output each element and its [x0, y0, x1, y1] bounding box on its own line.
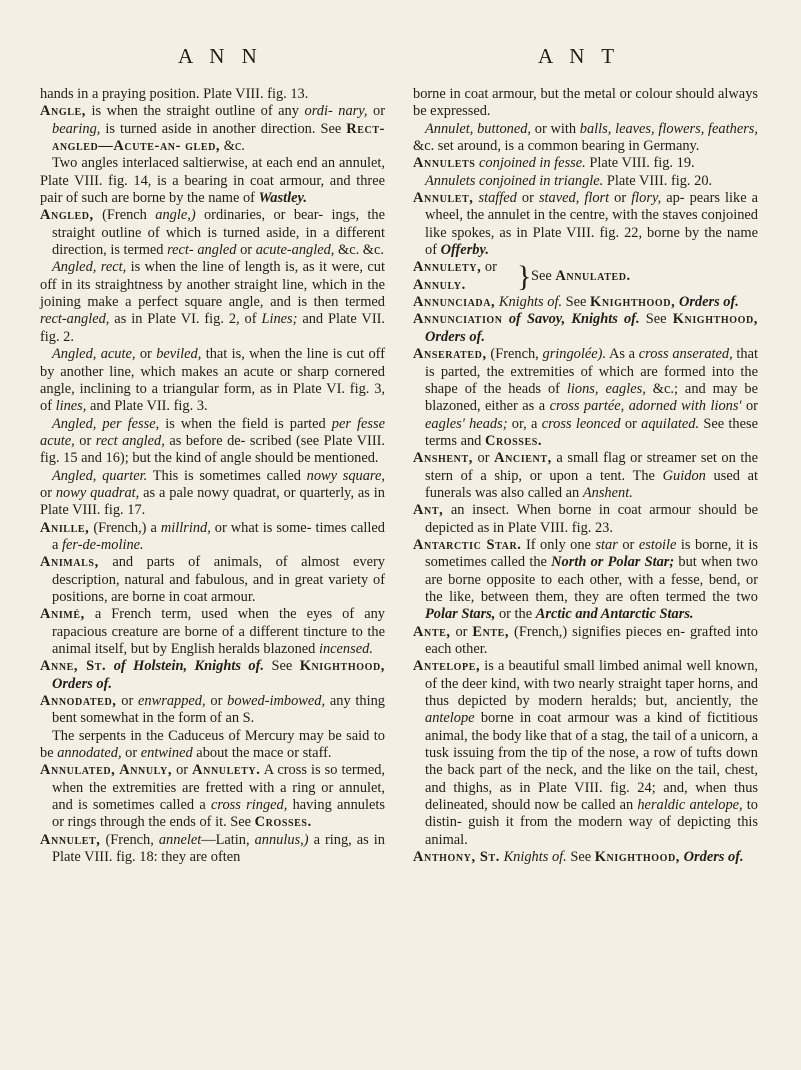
emphasis-text: angle,) — [155, 207, 196, 224]
entry-anthony-st — [413, 849, 758, 866]
emphasis-text: cross leonced — [541, 415, 621, 432]
entry-anserated — [413, 346, 758, 450]
body-text: or — [609, 190, 632, 207]
emphasis-text: flory, — [631, 190, 662, 207]
entry-angled-rect — [40, 259, 385, 346]
body-text: hands in a praying position. Plate VIII. fig. 13. — [40, 86, 309, 102]
headword: Knighthood, — [299, 658, 385, 675]
headword: Angled, — [40, 207, 94, 224]
emphasis-text: Offerby. — [440, 242, 489, 259]
emphasis-text: conjoined in fesse. — [479, 155, 586, 172]
body-text: that is parted, the extremities of which are formed into the shape of the heads of — [425, 346, 758, 397]
entry-annulated — [40, 762, 385, 831]
body-text: or the — [495, 606, 536, 623]
body-text: and parts of animals, of almost every description, natural and fabulous, and in great variety of positions, are borne in coat armour. — [52, 554, 385, 605]
body-text: See — [639, 311, 673, 328]
body-text: This is sometimes called — [147, 467, 307, 484]
body-text: is turned aside in another direction. See — [100, 120, 347, 137]
body-text: See — [264, 658, 300, 675]
body-text: an insect. When borne in coat armour should be depicted as in Plate VIII. fig. 23. — [425, 502, 758, 536]
body-text: or — [172, 762, 193, 779]
entry-animals — [40, 554, 385, 606]
body-text: as in Plate VI. fig. 2, of — [109, 311, 262, 328]
headword: Annulety. — [192, 762, 261, 779]
body-text: Plate VIII. fig. 19. — [585, 155, 695, 172]
emphasis-text: star — [595, 536, 618, 553]
body-text: borne in coat armour was a kind of fictitious animal, the body like that of a stag, the tail of a unicorn, a tusk issuing from the tip of the nose, a row of tufts down the back part of the neck, and the like on the tail, chest, and thighs, as in Plate VIII. fig. 24; and, when thus delineated, should now be called an — [425, 710, 758, 814]
emphasis-text: antelope — [425, 710, 475, 727]
headword: Ente, — [472, 623, 510, 640]
body-text: or — [472, 450, 495, 467]
headword: Crosses. — [254, 814, 312, 831]
entry-anille — [40, 520, 385, 555]
emphasis-text: lines, — [55, 398, 87, 415]
body-text: See — [562, 294, 591, 311]
emphasis-text: heraldic antelope, — [637, 797, 743, 814]
entry-antarctic-star — [413, 537, 758, 624]
emphasis-text: acute-angled, — [255, 242, 335, 259]
emphasis-text: fer-de-moline. — [62, 536, 144, 553]
body-text: or with — [531, 120, 580, 137]
emphasis-text: bearing, — [52, 120, 101, 137]
emphasis-text: Angled, acute, — [52, 346, 136, 363]
emphasis-text: ordi- nary, — [304, 103, 368, 120]
body-text: that is, when the line is cut off by another line, which makes an acute or sharp cornered angle, inclining to a triangular form, as in Plate VI. fig. 3, of — [40, 346, 385, 415]
body-text: (French,) signifies pieces en- grafted into each other. — [425, 623, 758, 657]
body-text: or — [121, 745, 141, 762]
entry-angled-acute — [40, 346, 385, 415]
emphasis-text: cross partée, adorned with lions' — [549, 398, 742, 415]
emphasis-text: Orders of. — [683, 849, 744, 866]
entry-annulet-buttoned — [413, 121, 758, 156]
left-column — [40, 86, 385, 866]
emphasis-text: Knights of. — [498, 294, 563, 311]
body-text: —Latin, — [201, 831, 255, 848]
emphasis-text: Polar Stars, — [425, 606, 496, 623]
body-text: Two angles interlaced saltierwise, at each end an annulet, Plate VIII. fig. 14, is a bearing in coat armour, and three pair of such are borne by the name of — [40, 155, 385, 207]
body-text: &c. — [220, 138, 245, 155]
headword: Annuly. — [413, 276, 466, 293]
emphasis-text: Knights of. — [503, 849, 567, 866]
body-text: See — [566, 849, 595, 866]
headword: Annulety, — [413, 259, 482, 276]
body-text: If only one — [521, 536, 596, 553]
headword: Antelope, — [413, 658, 481, 675]
body-text: The serpents in the Caduceus of Mercury may be said to be — [40, 727, 385, 762]
headword: Anthony, St. — [413, 849, 500, 866]
body-text: any thing bent somewhat in the form of an S. — [52, 693, 385, 727]
entry-annulet-staffed — [413, 190, 758, 259]
headword: Animals, — [40, 554, 99, 571]
headword: Annulets — [413, 155, 476, 172]
body-text: having annulets or rings through the ends of it. See — [52, 797, 385, 831]
body-text: (French, — [486, 346, 543, 363]
emphasis-text: Annulet, buttoned, — [425, 120, 532, 137]
entry-angled — [40, 207, 385, 259]
body-text: or — [620, 415, 642, 432]
body-text: (French,) a — [89, 519, 161, 536]
entry-angle-detail — [40, 155, 385, 207]
headword: Knighthood, — [590, 294, 676, 311]
entry-anime — [40, 606, 385, 658]
entry-angle — [40, 103, 385, 155]
body-text: or — [135, 346, 157, 363]
entry-anne-st — [40, 658, 385, 693]
emphasis-text: beviled, — [156, 346, 202, 363]
emphasis-text: annodated, — [57, 745, 122, 762]
emphasis-text: Arctic and Antarctic Stars. — [535, 606, 694, 623]
body-text: and Plate VII. fig. 3. — [86, 398, 208, 415]
emphasis-text: per fesse acute, — [40, 415, 385, 449]
body-text: is when the line of length is, as it were, cut off in its straightness by another straight line, which in the joining make a perfect square angle, and is then termed — [40, 259, 385, 311]
entry-ante — [413, 624, 758, 659]
emphasis-text: annulus,) — [254, 831, 309, 848]
emphasis-text: North or Polar Star; — [551, 554, 675, 571]
body-text: or — [116, 693, 139, 710]
body-text: As a — [606, 346, 639, 363]
emphasis-text: staffed — [478, 190, 517, 207]
headword: Annunciada, — [413, 294, 496, 311]
emphasis-text: Orders of. — [678, 294, 739, 311]
right-column — [413, 86, 758, 866]
headword: Angle, — [40, 103, 86, 120]
body-text: A cross is so termed, when the extremities are fretted with a ring or annulet, and is sometimes called a — [52, 762, 386, 814]
running-header-left: A N N — [178, 44, 263, 68]
emphasis-text: of Savoy, Knights of. — [508, 311, 640, 328]
running-header-right: A N T — [538, 44, 621, 68]
body-text: See — [531, 268, 556, 285]
body-text: used at funerals was also called an — [425, 467, 758, 501]
entry-ant — [413, 502, 758, 537]
body-text: (French, — [100, 831, 159, 848]
body-text: as before de- scribed (see Plate VIII. fig. 15 and 16); but the kind of angle should be mentioned. — [40, 432, 386, 467]
body-text: but when two are borne opposite to each other, with a fesse, bend, or the like, between them, they are often termed the two — [425, 554, 758, 605]
body-text: or — [236, 242, 256, 259]
headword: Anshent, — [413, 450, 473, 467]
body-text: or — [481, 259, 497, 276]
body-text: &c. set around, is a common bearing in Germany. — [413, 138, 700, 155]
entry-annodated — [40, 693, 385, 728]
body-text: is when the straight outline of any — [85, 103, 305, 120]
brace: } — [517, 259, 532, 293]
entry-annulety-see — [531, 268, 631, 285]
entry-angled-quarter — [40, 468, 385, 520]
entry-anshent — [413, 450, 758, 502]
emphasis-text: Guidon — [662, 467, 706, 484]
headword: Annulated, Annuly, — [40, 762, 173, 779]
emphasis-text: enwrapped, — [138, 693, 206, 710]
body-text: or what is some- times called a — [52, 519, 385, 553]
emphasis-text: balls, leaves, flowers, feathers, — [579, 120, 759, 137]
headword: Annulet, — [40, 831, 101, 848]
headword: Annulated. — [555, 268, 631, 285]
body-text: or — [205, 693, 228, 710]
emphasis-text: aquilated. — [641, 415, 700, 432]
emphasis-text: of Holstein, Knights of. — [113, 658, 264, 675]
body-text: as a pale nowy quadrat, or quarterly, as in Plate VIII. fig. 17. — [40, 484, 385, 519]
entry-annulet — [40, 832, 385, 867]
emphasis-text: lions, eagles, — [566, 380, 646, 397]
emphasis-text: nowy square, — [306, 467, 385, 484]
emphasis-text: Anshent. — [582, 484, 633, 501]
body-text: about the mace or staff. — [192, 745, 332, 762]
body-text: is when the field is parted — [159, 415, 332, 432]
body-text: or — [74, 432, 96, 449]
headword: Rect-angled—Acute-an- gled, — [52, 120, 385, 155]
body-text: &c. &c. — [334, 242, 384, 259]
entry-angled-per-fesse — [40, 416, 385, 468]
entry-continuation — [413, 86, 758, 121]
body-text: and Plate VII. fig. 2. — [40, 311, 386, 345]
emphasis-text: Annulets conjoined in triangle. — [425, 172, 604, 189]
headword: Anne, St. — [40, 658, 107, 675]
headword: Ancient, — [494, 450, 552, 467]
entry-annuly — [413, 277, 517, 294]
emphasis-text: rect-angled, — [40, 311, 110, 328]
body-text: or, a — [507, 415, 542, 432]
emphasis-text: cross anserated, — [638, 346, 733, 363]
body-text: See these terms and — [425, 415, 758, 449]
headword: Annodated, — [40, 693, 117, 710]
emphasis-text: staved, flort — [538, 190, 610, 207]
headword: Anserated, — [413, 346, 487, 363]
headword: Ant, — [413, 502, 444, 519]
body-text: Plate VIII. fig. 20. — [603, 172, 713, 189]
emphasis-text: Orders of. — [52, 675, 112, 692]
body-text: (French — [93, 207, 156, 224]
headword: Annulet, — [413, 190, 474, 207]
emphasis-text: eagles' heads; — [425, 415, 508, 432]
emphasis-text: entwined — [140, 745, 193, 762]
entry-annulety-group — [413, 259, 758, 294]
entry-annunciation — [413, 311, 758, 346]
emphasis-text: cross ringed, — [211, 797, 288, 814]
emphasis-text: nowy quadrat, — [55, 484, 140, 501]
entry-annulets-fesse — [413, 155, 758, 172]
body-text: is a beautiful small limbed animal well known, of the deer kind, with two nearly straight taper horns, and thus depicted by modern heralds; but, anciently, the — [425, 658, 758, 710]
body-text: or — [741, 398, 758, 415]
emphasis-text: Angled, rect, — [52, 259, 127, 276]
body-text: to distin- guish it from the modern way of depicting this animal. — [425, 797, 758, 848]
emphasis-text: annelet — [158, 831, 202, 848]
body-text: ordinaries, or bear- ings, the straight outline of which is turned aside, in a different direction, is termed — [52, 207, 385, 259]
body-text: is borne, it is sometimes called the — [425, 536, 758, 571]
emphasis-text: incensed. — [318, 641, 373, 657]
body-text: or — [617, 536, 639, 553]
body-text: or — [516, 190, 539, 207]
headword: Ante, — [413, 623, 451, 640]
headword: Animé, — [40, 606, 85, 623]
headword: Anille, — [40, 519, 90, 536]
emphasis-text: Orders of. — [425, 328, 485, 345]
body-text: &c.; and may be blazoned, either as a — [425, 380, 758, 415]
body-text: or — [450, 623, 473, 640]
body-text: borne in coat armour, but the metal or colour should always be expressed. — [413, 86, 758, 120]
emphasis-text: bowed-imbowed, — [227, 693, 326, 710]
headword: Antarctic Star. — [413, 536, 522, 553]
headword: Knighthood, — [672, 311, 758, 328]
entry-annulets-triangle — [413, 173, 758, 190]
emphasis-text: estoile — [638, 536, 677, 553]
emphasis-text: rect angled, — [95, 432, 165, 449]
emphasis-text: gringolée). — [542, 346, 607, 363]
body-text: or — [367, 103, 385, 120]
entry-continuation — [40, 86, 385, 103]
body-text: a French term, used when the eyes of any rapacious creature are borne of a different tincture to the animal itself, but by English heralds blazoned — [52, 606, 385, 657]
entry-annodated-detail — [40, 728, 385, 763]
body-text: a small flag or streamer set on the stern of a ship, or upon a tent. The — [425, 450, 758, 484]
headword: Knighthood, — [594, 849, 681, 866]
entry-antelope — [413, 658, 758, 849]
body-text: a ring, as in Plate VIII. fig. 18: they are often — [52, 831, 385, 866]
emphasis-text: Lines; — [261, 311, 298, 328]
body-text: or — [40, 484, 56, 501]
entry-annulety — [413, 259, 517, 276]
body-text — [106, 658, 113, 674]
entry-annunciada — [413, 294, 758, 311]
emphasis-text: Wastley. — [258, 190, 307, 207]
emphasis-text: Angled, quarter. — [52, 467, 148, 484]
headword: Annunciation — [413, 311, 503, 328]
emphasis-text: rect- angled — [167, 242, 237, 259]
body-text: ap- pears like a wheel, the annulet in the centre, with the staves conjoined like spokes, as in Plate VIII. fig. 22, borne by the name of — [425, 190, 758, 259]
headword: Crosses. — [484, 432, 543, 449]
emphasis-text: Angled, per fesse, — [52, 415, 160, 432]
emphasis-text: millrind, — [160, 519, 211, 536]
